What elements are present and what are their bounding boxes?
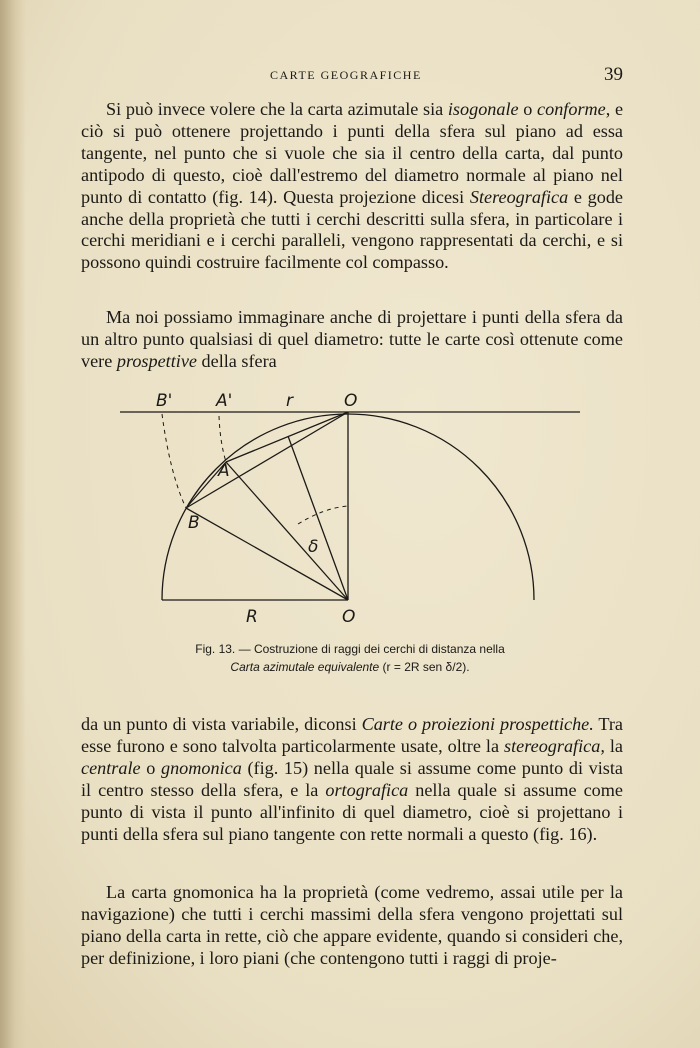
label-r: r xyxy=(286,391,293,411)
text-run: nella quale si assume come punto di vista il punto all'infinito di quel diametro, cioè si projettano i punti della sfera sul piano tangente con rette normali a questo (fig. 16). xyxy=(81,779,623,844)
dashed-arc-b xyxy=(162,414,186,508)
label-delta: δ xyxy=(308,537,319,557)
text-run: Tra esse furono e sono talvolta particolarmente usate, oltre la xyxy=(81,714,624,756)
page-gutter xyxy=(0,0,26,1048)
dashed-angle-arc xyxy=(298,506,348,524)
text-run: (fig. 15) nella quale si assume come punto di vista il centro stesso della sfera, e la xyxy=(81,757,624,800)
text-run: Si può invece volere che la carta azimutale sia xyxy=(106,99,448,119)
text-run: Ma noi possiamo immaginare anche di projettare i punti della sfera da un altro punto qualsiasi di quel diametro: tutte le carte così ottenute come vere xyxy=(81,307,623,371)
text-run: da un punto di vista variabile, diconsi xyxy=(81,714,362,734)
line-a-o xyxy=(226,462,348,600)
label-o-top: O xyxy=(344,391,358,411)
running-title: CARTE GEOGRAFICHE xyxy=(270,68,422,82)
paragraph-3 xyxy=(81,714,623,845)
label-b: B xyxy=(188,513,200,533)
italic-run: prospettive xyxy=(116,350,197,371)
page-number: 39 xyxy=(604,64,623,85)
text-run: o xyxy=(518,99,538,119)
label-b-prime: B' xyxy=(156,391,173,411)
label-a-prime: A' xyxy=(216,391,233,411)
line-b-o xyxy=(186,508,348,600)
caption-line-1: Fig. 13. — Costruzione di raggi dei cerchi di distanza nella xyxy=(195,642,505,656)
paragraph-1 xyxy=(81,99,623,274)
text-run: o xyxy=(140,757,161,778)
figure-13-diagram xyxy=(112,384,592,624)
italic-run: Stereografica xyxy=(469,186,569,207)
italic-run: stereografica, xyxy=(504,735,605,756)
italic-run: centrale xyxy=(81,757,141,778)
text-run: La carta gnomonica ha la proprietà (come vedremo, assai utile per la navigazione) che tutti i cerchi massimi della sfera vengono projettati sul piano della carta in rette, ciò che appare evidente, quando si consideri che, per definizione, i loro piani (che contengono tutti i raggi di proje- xyxy=(81,882,623,968)
italic-run: gnomonica xyxy=(160,757,242,778)
label-a: A xyxy=(218,461,230,481)
figure-caption xyxy=(80,640,620,676)
dashed-arc-a xyxy=(219,416,226,462)
text-run: e gode anche della proprietà che tutti i cerchi descritti sulla sfera, in particolare i cerchi meridiani e i cerchi paralleli, vengono rappresentati da cerchi, e si possono quindi costruire facilmente col compasso. xyxy=(81,186,623,273)
label-big-r: R xyxy=(246,607,258,624)
text-run: della sfera xyxy=(196,350,277,371)
italic-run: ortografica xyxy=(325,779,409,800)
caption-formula: (r = 2R sen δ/2). xyxy=(382,660,470,674)
text-run: , e ciò si può ottenere projettando i punti della sfera sul piano ad essa tangente, nel punto che si vuole che sia il centro della carta, dal punto antipodo di questo, cioè dall'estremo del diametro normale al piano nel punto di contatto (fig. 14). Questa projezione dicesi xyxy=(81,99,624,207)
paragraph-4 xyxy=(81,882,623,970)
label-o-bottom: O xyxy=(342,607,356,624)
chord-o-b xyxy=(186,412,348,508)
italic-run: conforme xyxy=(537,99,606,119)
italic-run: isogonale xyxy=(447,99,519,119)
text-run: la xyxy=(604,735,623,756)
caption-line-2: Carta azimutale equivalente xyxy=(230,660,380,674)
paragraph-2 xyxy=(81,307,623,373)
chord-o-a xyxy=(226,412,348,462)
line-mid-o xyxy=(288,436,348,600)
italic-run: Carte o proiezioni prospettiche. xyxy=(361,714,594,734)
